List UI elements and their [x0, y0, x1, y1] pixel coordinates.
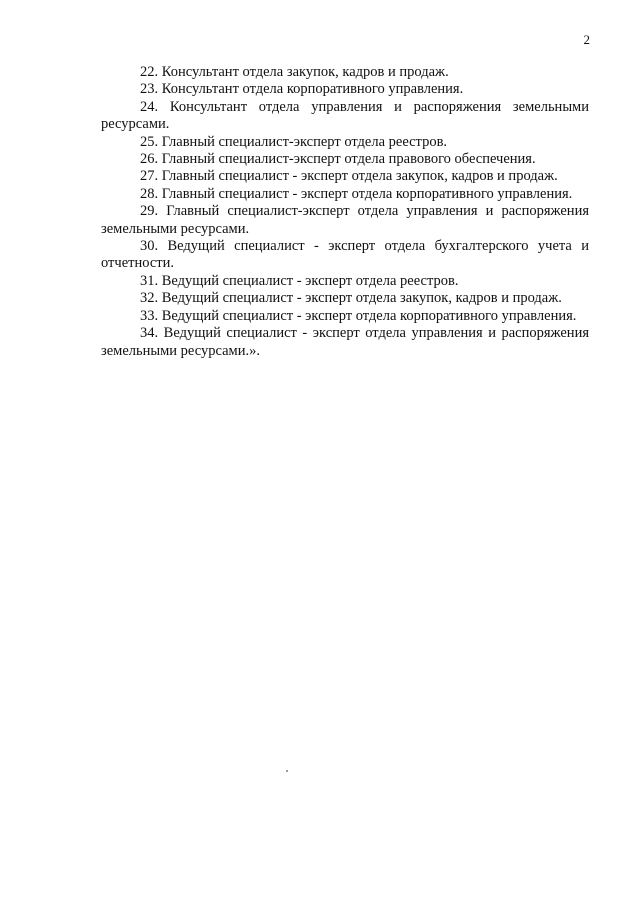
list-item: 31. Ведущий специалист - эксперт отдела реестров.: [140, 272, 459, 289]
list-item: 25. Главный специалист-эксперт отдела реестров.: [140, 133, 448, 150]
list-item: 34. Ведущий специалист - эксперт отдела управления и распоряжения земельными ресурсами.».: [101, 325, 589, 359]
list-item: 27. Главный специалист - эксперт отдела закупок, кадров и продаж.: [140, 168, 558, 185]
list-item: 24. Консультант отдела управления и распоряжения земельными ресурсами.: [101, 98, 589, 133]
page-number: 2: [583, 32, 590, 47]
list-item: 22. Консультант отдела закупок, кадров и продаж.: [140, 64, 449, 80]
list-item: 30. Ведущий специалист - эксперт отдела бухгалтерского учета и отчетности.: [101, 238, 589, 272]
scan-dot-mark: [286, 770, 288, 772]
list-item: 28. Главный специалист - эксперт отдела корпоративного управления.: [140, 185, 573, 202]
list-item: 29. Главный специалист-эксперт отдела управления и распоряжения земельными ресурсами.: [101, 203, 589, 237]
list-item: 32. Ведущий специалист - эксперт отдела закупок, кадров и продаж.: [140, 290, 562, 307]
list-item: 23. Консультант отдела корпоративного управления.: [140, 81, 464, 98]
position-list: [101, 64, 589, 360]
list-item: 26. Главный специалист-эксперт отдела правового обеспечения.: [140, 151, 536, 168]
list-item: 33. Ведущий специалист - эксперт отдела корпоративного управления.: [140, 307, 577, 324]
